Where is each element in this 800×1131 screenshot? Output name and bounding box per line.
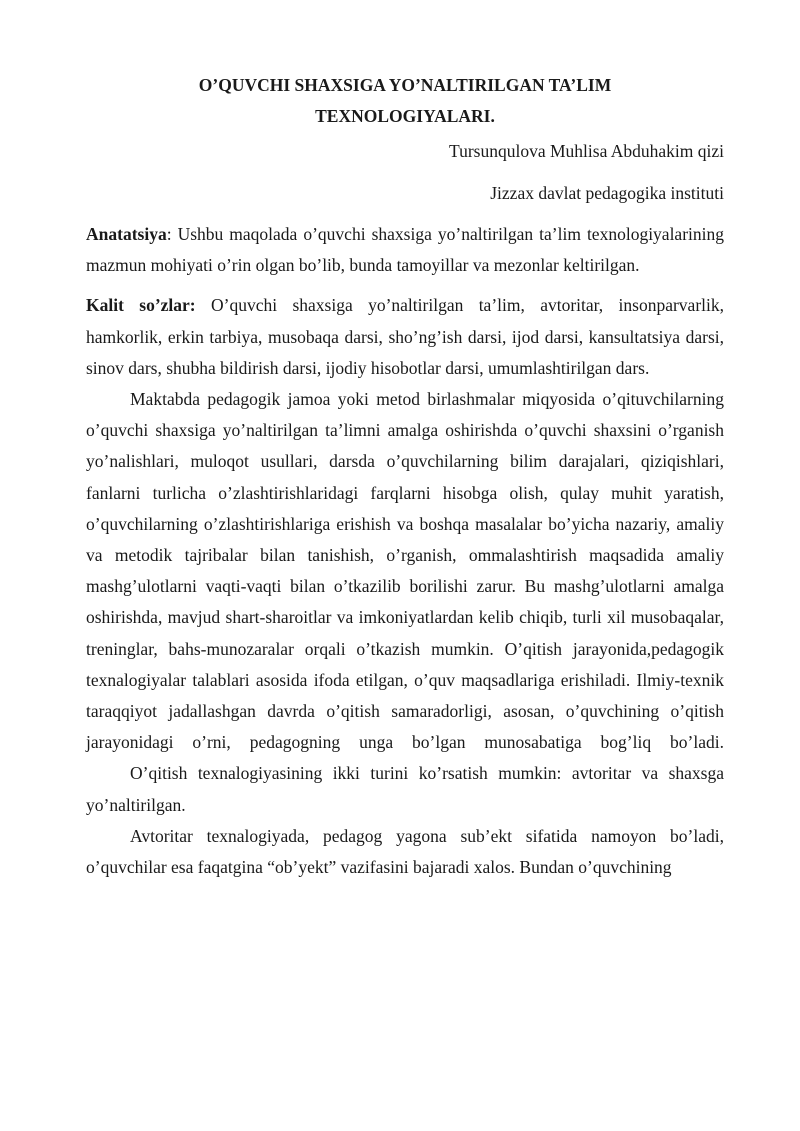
article-title bbox=[86, 64, 724, 132]
keywords-paragraph bbox=[86, 290, 724, 384]
author-name: Tursunqulova Muhlisa Abduhakim qizi bbox=[449, 141, 724, 161]
abstract-text: : Ushbu maqolada o’quvchi shaxsiga yo’naltirilgan ta’lim texnologiyalarining mazmun mohiyati o’rin olgan bo’lib, bunda tamoyillar va mezonlar keltirilgan. bbox=[86, 224, 724, 276]
title-line-1: O’QUVCHI SHAXSIGA YO’NALTIRILGAN TA’LIM bbox=[198, 75, 612, 95]
title-line-2: TEXNOLOGIYALARI. bbox=[315, 106, 495, 126]
abstract-label: Anatatsiya bbox=[86, 224, 167, 244]
body-paragraph-3: Avtoritar texnalogiyada, pedagog yagona sub’ekt sifatida namoyon bo’ladi, o’quvchilar esa faqatgina “ob’yekt” vazifasini bajaradi xalos. Bundan o’quvchining bbox=[86, 825, 724, 878]
keywords-label: Kalit so’zlar: bbox=[86, 295, 196, 316]
keywords-text: O’quvchi shaxsiga yo’naltirilgan ta’lim, avtoritar, insonparvarlik, hamkorlik, erkin tarbiya, musobaqa darsi, sho’ng’ish darsi, ijod darsi, kansultatsiya darsi, sinov dars, shubha bildirish darsi, ijodiy hisobotlar darsi, umumlashtirilgan dars. bbox=[86, 295, 724, 378]
abstract-paragraph bbox=[86, 219, 724, 281]
page-content bbox=[86, 64, 724, 883]
body-paragraph-2: O’qitish texnalogiyasining ikki turini ko’rsatish mumkin: avtoritar va shaxsga yo’naltirilgan. bbox=[86, 763, 724, 815]
institution-name: Jizzax davlat pedagogika instituti bbox=[490, 183, 724, 203]
body-paragraph-1: Maktabda pedagogik jamoa yoki metod birlashmalar miqyosida o’qituvchilarning o’quvchi shaxsiga yo’naltirilgan ta’limni amalga oshirishda o’quvchi shaxsini o’rganish yo’nalishlari, muloqot usullari, darsda o’quvchilarning bilim darajalari, qiziqishlari, fanlarni turlicha o’zlashtirishlaridagi farqlarni hisobga olish, qulay muhit yaratish, o’quvchilarning o’zlashtirishlariga erishish va boshqa masalalar bo’yicha nazariy, amaliy va metodik tajribalar bilan tanishish, o’rganish, ommalashtirish maqsadida amaliy mashg’ulotlarni vaqti-vaqti bilan o’tkazilib borilishi zarur. Bu mashg’ulotlarni amalga oshirishda, mavjud shart-sharoitlar va imkoniyatlardan kelib chiqib, turli xil musobaqalar, treninglar, bahs-munozaralar orqali o’tkazish mumkin. O’qitish jarayonida,pedagogik texnalogiyalar talablari asosida ifoda etilgan, o’quv maqsadlariga erishiladi. Ilmiy-texnik taraqqiyot jadallashgan davrda o’qitish samaradorligi, asosan, o’quvchining o’qitish jarayonidagi o’rni, pedagogning unga bo’lgan munosabatiga bog’liq bo’ladi. bbox=[86, 389, 724, 753]
